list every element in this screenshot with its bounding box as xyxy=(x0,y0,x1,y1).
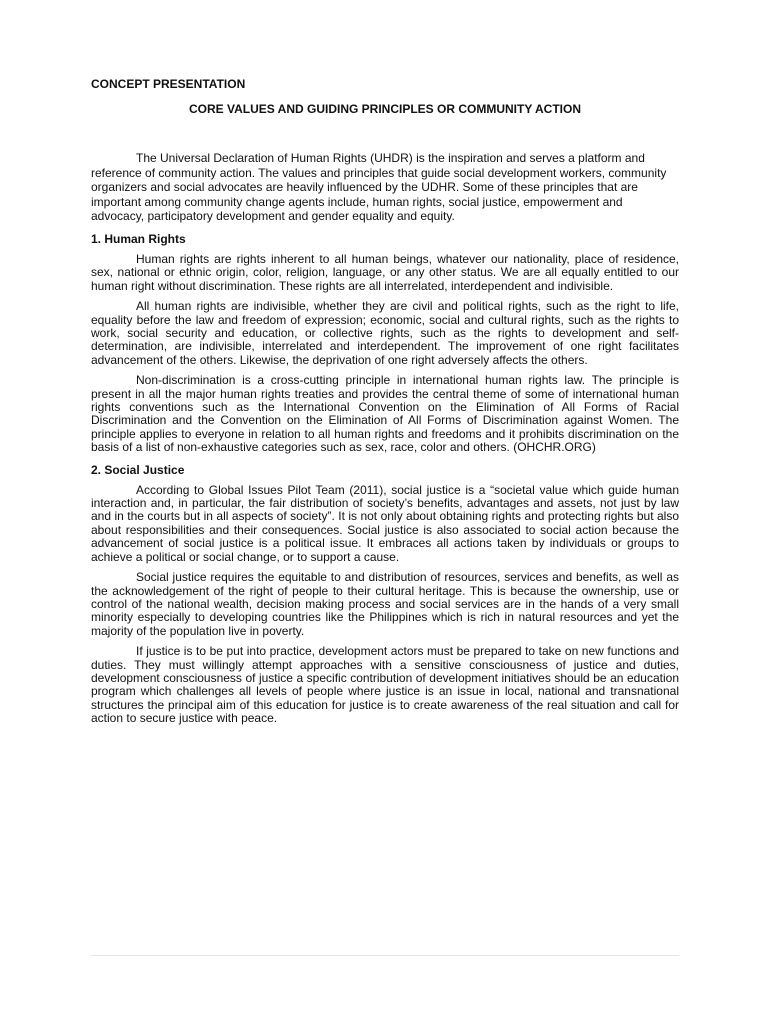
paragraph: According to Global Issues Pilot Team (2011), social justice is a “societal value which guide human interaction and, in particular, the fair distribution of society’s benefits, advantages and assets, not just by law and in the courts but in all aspects of society”. It is not only about obtaining rights and protecting rights but also about responsibilities and their consequences. Social justice is also associated to social action because the advancement of social justice is a political issue. It embraces all actions taken by individuals or groups to achieve a political or social change, or to support a cause. xyxy=(91,482,679,564)
paragraph: All human rights are indivisible, whether they are civil and political rights, such as the right to life, equality before the law and freedom of expression; economic, social and cultural rights, such as the rights to work, social security and education, or collective rights, such as the rights to development and self-determination, are indivisible, interrelated and interdependent. The improvement of one right facilitates advancement of the others. Likewise, the deprivation of one right adversely affects the others. xyxy=(91,299,679,367)
paragraph: Non-discrimination is a cross-cutting principle in international human rights law. The principle is present in all the major human rights treaties and provides the central theme of some of international human rights conventions such as the International Convention on the Elimination of All Forms of Racial Discrimination and the Convention on the Elimination of All Forms of Discrimination against Women. The principle applies to everyone in relation to all human rights and freedoms and it prohibits discrimination on the basis of a list of non-exhaustive categories such as sex, race, color and others. (OHCHR.ORG) xyxy=(91,373,679,455)
page-divider xyxy=(91,955,679,956)
document-label: CONCEPT PRESENTATION xyxy=(91,77,246,91)
section-human-rights xyxy=(91,232,679,455)
intro-paragraph: The Universal Declaration of Human Rights (UHDR) is the inspiration and serves a platform and reference of community action. The values and principles that guide social development workers, community organizers and social advocates are heavily influenced by the UDHR. Some of these principles that are important among community change agents include, human rights, social justice, empowerment and advocacy, participatory development and gender equality and equity. xyxy=(91,151,667,224)
paragraph: Human rights are rights inherent to all human beings, whatever our nationality, place of residence, sex, national or ethnic origin, color, religion, language, or any other status. We are all equally entitled to our human right without discrimination. These rights are all interrelated, interdependent and indivisible. xyxy=(91,251,679,293)
document-title: CORE VALUES AND GUIDING PRINCIPLES OR COMMUNITY ACTION xyxy=(188,102,581,116)
document-page xyxy=(91,76,679,726)
section-social-justice xyxy=(91,463,679,726)
section-heading: 1. Human Rights xyxy=(91,231,186,246)
paragraph: Social justice requires the equitable to and distribution of resources, services and benefits, as well as the acknowledgement of the right of people to their cultural heritage. This is because the ownership, use or control of the national wealth, decision making process and social services are in the hands of a very small minority especially to developing countries like the Philippines which is rich in natural resources and yet the majority of the population live in poverty. xyxy=(91,570,679,638)
section-heading: 2. Social Justice xyxy=(91,462,185,477)
paragraph: If justice is to be put into practice, development actors must be prepared to take on new functions and duties. They must willingly attempt approaches with a sensitive consciousness of justice and duties, development consciousness of justice a specific contribution of development initiatives should be an education program which challenges all levels of people where justice is an issue in local, national and transnational structures the principal aim of this education for justice is to create awareness of the real situation and call for action to secure justice with peace. xyxy=(91,644,679,726)
